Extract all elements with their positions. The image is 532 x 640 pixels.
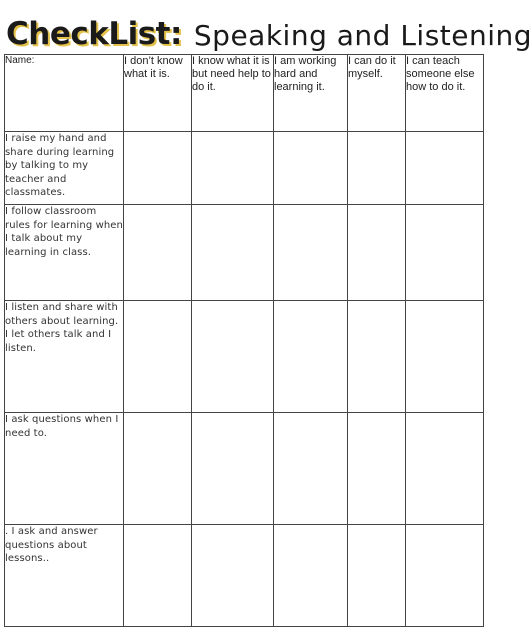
column-header-working-hard: I am working hard and learning it.: [274, 55, 348, 132]
check-cell[interactable]: [348, 525, 406, 627]
worksheet-title: [6, 6, 532, 50]
check-cell[interactable]: [348, 132, 406, 205]
name-field[interactable]: Name:: [5, 55, 124, 132]
check-cell[interactable]: [274, 205, 348, 301]
row-label-listen-share: I listen and share with others about learning. I let others talk and I listen.: [5, 301, 124, 413]
check-cell[interactable]: [192, 132, 274, 205]
table-row: [5, 132, 484, 205]
check-cell[interactable]: [274, 132, 348, 205]
check-cell[interactable]: [406, 205, 484, 301]
checklist-table: [4, 54, 484, 627]
check-cell[interactable]: [124, 413, 192, 525]
column-header-dont-know: I don’t know what it is.: [124, 55, 192, 132]
table-row: [5, 205, 484, 301]
column-header-do-myself: I can do it myself.: [348, 55, 406, 132]
check-cell[interactable]: [124, 205, 192, 301]
check-cell[interactable]: [124, 525, 192, 627]
row-label-ask-questions: I ask questions when I need to.: [5, 413, 124, 525]
table-row: [5, 413, 484, 525]
check-cell[interactable]: [124, 132, 192, 205]
header-row: [5, 55, 484, 132]
table-row: [5, 301, 484, 413]
check-cell[interactable]: [192, 301, 274, 413]
check-cell[interactable]: [124, 301, 192, 413]
row-label-raise-hand: I raise my hand and share during learning by talking to my teacher and classmates.: [5, 132, 124, 205]
check-cell[interactable]: [192, 413, 274, 525]
check-cell[interactable]: [274, 413, 348, 525]
title-checklist: CheckList:: [6, 16, 182, 52]
row-label-classroom-rules: I follow classroom rules for learning when I talk about my learning in class.: [5, 205, 124, 301]
column-header-teach-others: I can teach someone else how to do it.: [406, 55, 484, 132]
check-cell[interactable]: [406, 132, 484, 205]
column-header-need-help: I know what it is but need help to do it.: [192, 55, 274, 132]
check-cell[interactable]: [192, 205, 274, 301]
check-cell[interactable]: [274, 525, 348, 627]
row-label-ask-answer: . I ask and answer questions about lessons..: [5, 525, 124, 627]
check-cell[interactable]: [348, 413, 406, 525]
check-cell[interactable]: [192, 525, 274, 627]
check-cell[interactable]: [406, 413, 484, 525]
title-subject: Speaking and Listening: [193, 19, 532, 52]
check-cell[interactable]: [348, 205, 406, 301]
table-row: [5, 525, 484, 627]
check-cell[interactable]: [348, 301, 406, 413]
check-cell[interactable]: [274, 301, 348, 413]
check-cell[interactable]: [406, 301, 484, 413]
check-cell[interactable]: [406, 525, 484, 627]
